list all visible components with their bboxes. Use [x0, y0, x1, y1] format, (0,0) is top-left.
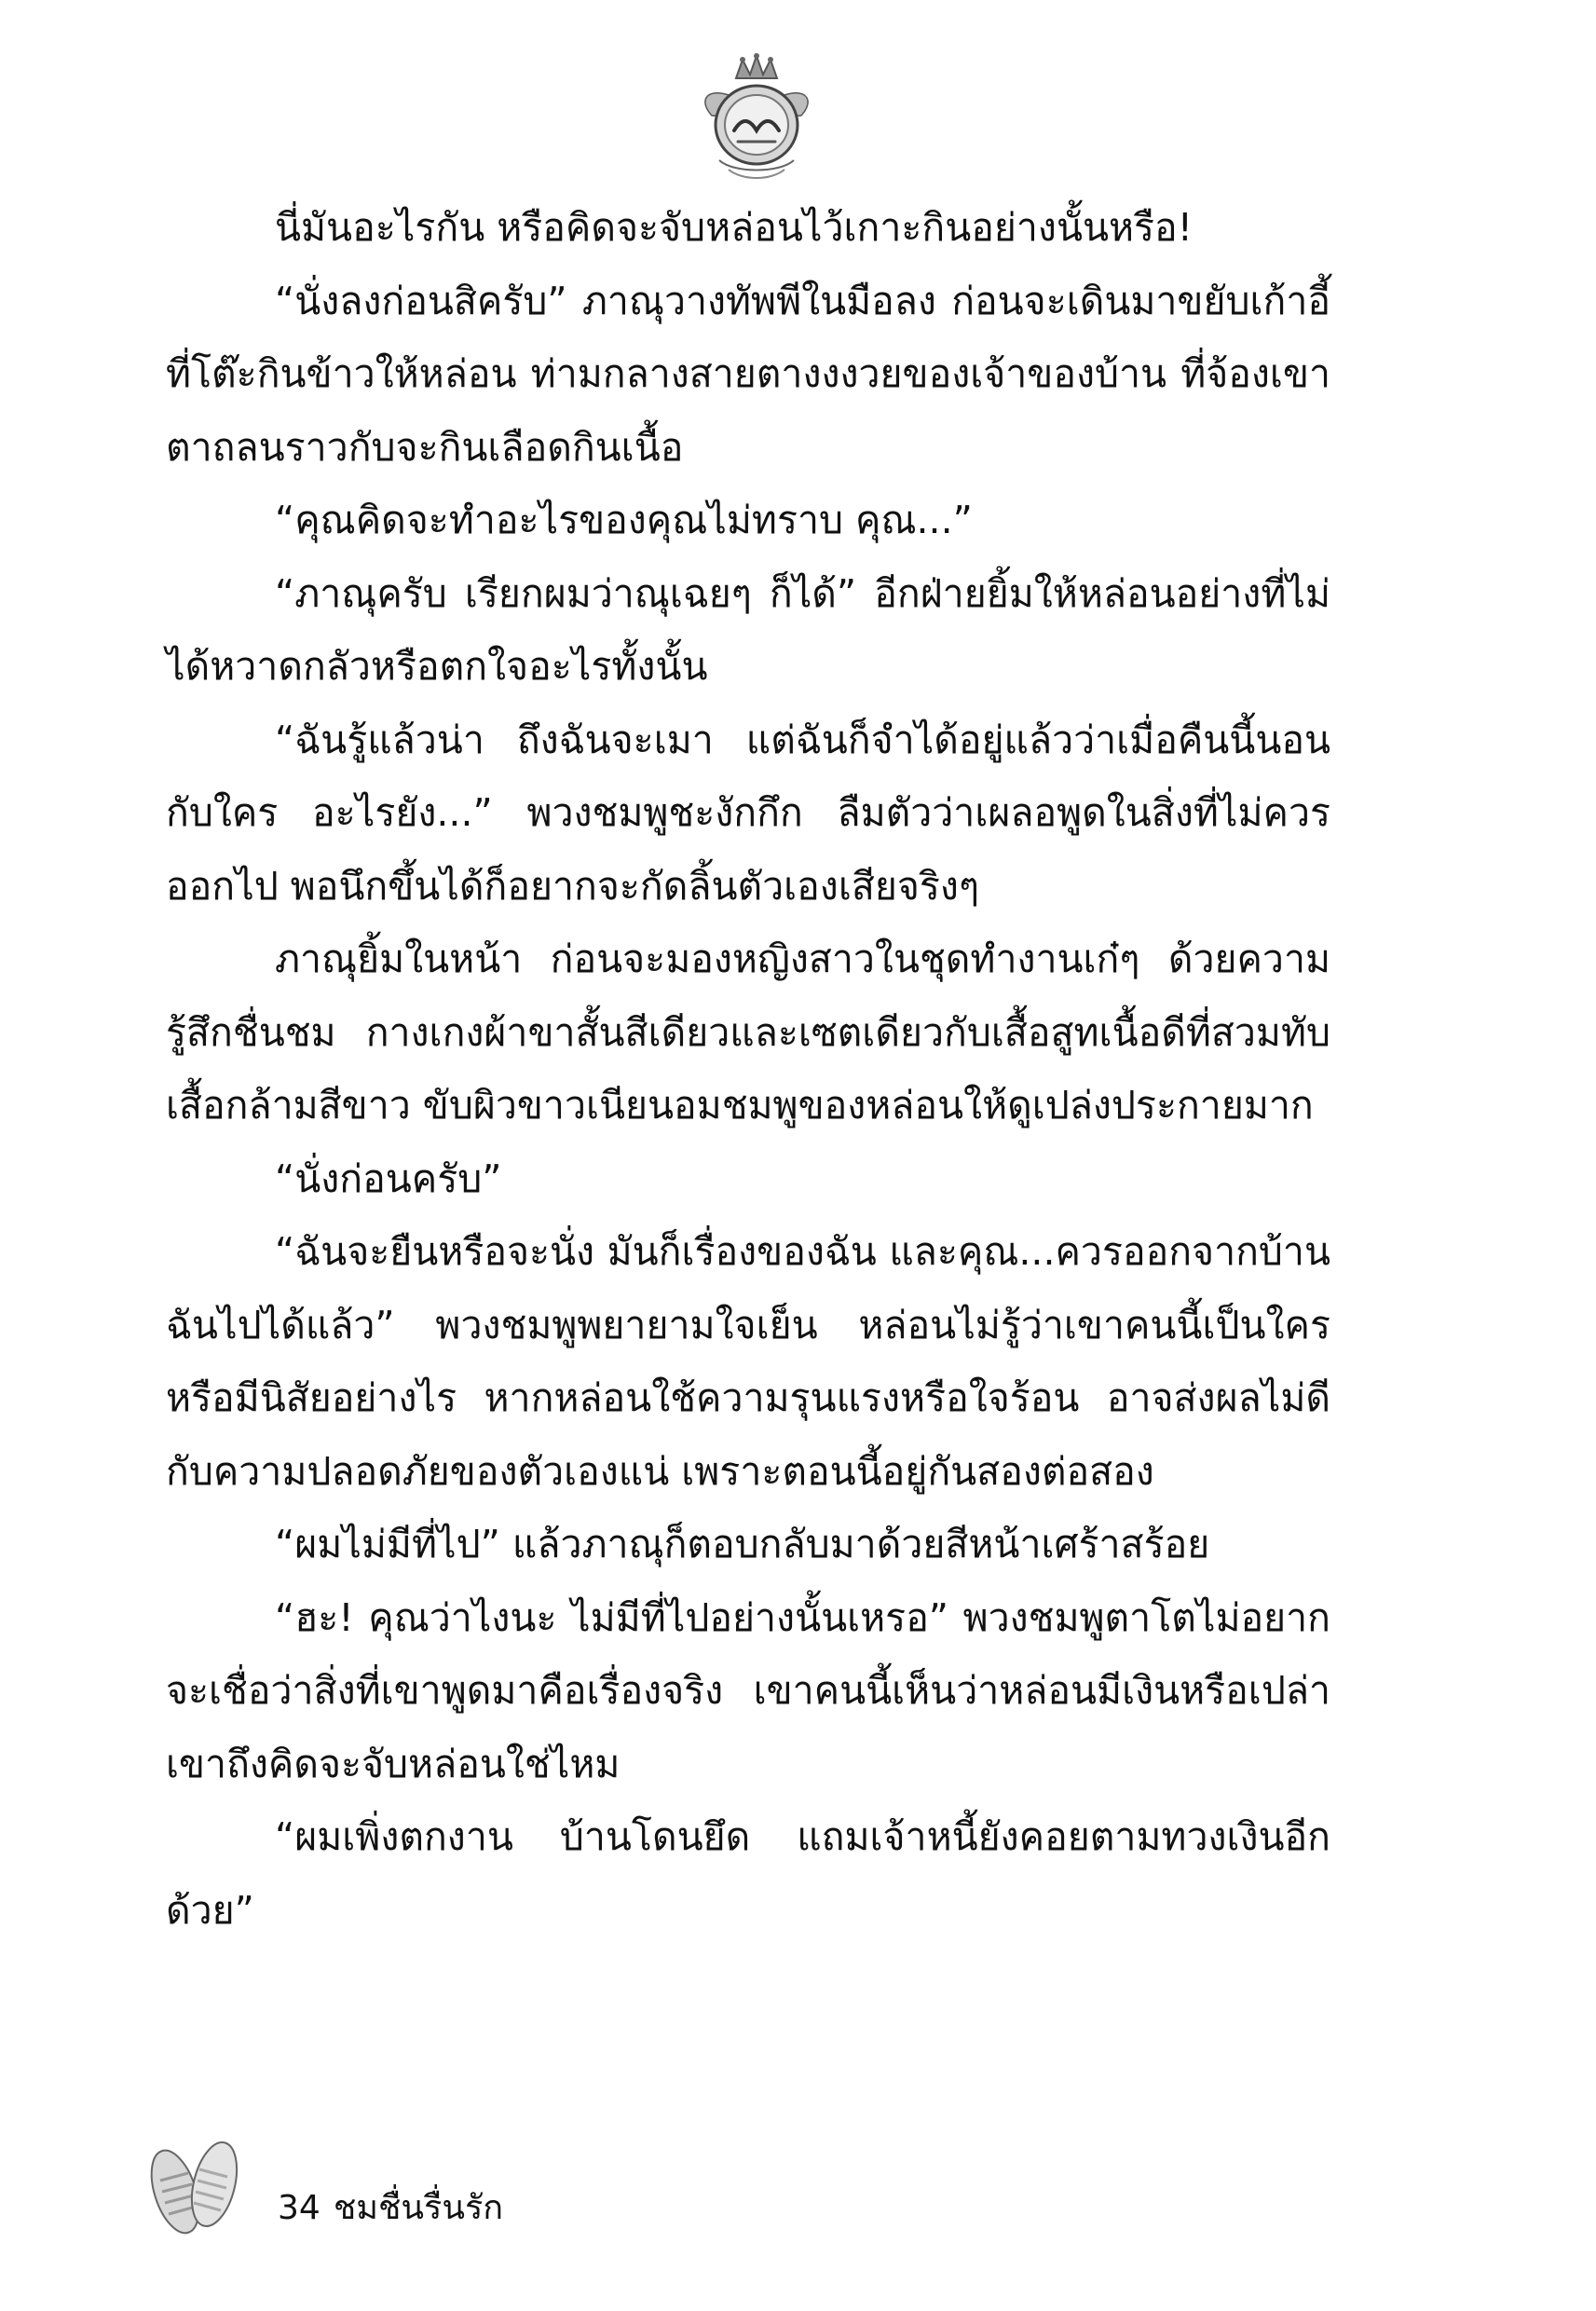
paragraph: นี่มันอะไรกัน หรือคิดจะจับหล่อนไว้เกาะกินอย่างนั้นหรือ! — [275, 205, 1194, 250]
paragraph: “ผมไม่มีที่ไป” แล้วภาณุก็ตอบกลับมาด้วยสีหน้าเศร้าสร้อย — [275, 1522, 1210, 1566]
ornamental-crest-icon — [691, 50, 822, 185]
page-footer — [140, 2125, 699, 2246]
book-title: ชมชื่นรื่นรัก — [333, 2189, 504, 2227]
chapter-body-text — [166, 191, 1330, 1947]
paragraph: “ฉันจะยืนหรือจะนั่ง มันก็เรื่องของฉัน และคุณ...ควรออกจากบ้านฉันไปได้แล้ว” พวงชมพูพยายามใจเย็น หล่อนไม่รู้ว่าเขาคนนี้เป็นใคร หรือมีนิสัยอย่างไร หากหล่อนใช้ความรุนแรงหรือใจร้อน อาจส่งผลไม่ดีกับความปลอดภัยของตัวเองแน่ เพราะตอนนี้อยู่กันสองต่อสอง — [166, 1229, 1330, 1494]
paragraph: “นั่งก่อนครับ” — [275, 1156, 502, 1201]
paragraph: “ภาณุครับ เรียกผมว่าณุเฉยๆ ก็ได้” อีกฝ่ายยิ้มให้หล่อนอย่างที่ไม่ได้หวาดกลัวหรือตกใจอะไรทั้งนั้น — [166, 570, 1330, 689]
paragraph: ภาณุยิ้มในหน้า ก่อนจะมองหญิงสาวในชุดทำงานเก๋ๆ ด้วยความรู้สึกชื่นชม กางเกงผ้าขาสั้นสีเดียวและเซตเดียวกับเสื้อสูทเนื้อดีที่สวมทับเสื้อกล้ามสีขาว ขับผิวขาวเนียนอมชมพูของหล่อนให้ดูเปล่งประกายมาก — [166, 937, 1330, 1128]
page-number: 34 — [278, 2189, 321, 2227]
footer-text — [278, 2181, 503, 2234]
paragraph: “ผมเพิ่งตกงาน บ้านโดนยึด แถมเจ้าหนี้ยังคอยตามทวงเงินอีกด้วย” — [166, 1814, 1330, 1933]
paragraph: “คุณคิดจะทำอะไรของคุณไม่ทราบ คุณ...” — [275, 498, 973, 542]
paragraph: “ฮะ! คุณว่าไงนะ ไม่มีที่ไปอย่างนั้นเหรอ” พวงชมพูตาโตไม่อยากจะเชื่อว่าสิ่งที่เขาพูดมาคือเรื่องจริง เขาคนนี้เห็นว่าหล่อนมีเงินหรือเปล่า เขาถึงคิดจะจับหล่อนใช่ไหม — [166, 1594, 1330, 1786]
paragraph: “นั่งลงก่อนสิครับ” ภาณุวางทัพพีในมือลง ก่อนจะเดินมาขยับเก้าอี้ที่โต๊ะกินข้าวให้หล่อน ท่ามกลางสายตางงงวยของเจ้าของบ้าน ที่จ้องเขาตาถลนราวกับจะกินเลือดกินเนื้อ — [166, 278, 1330, 470]
paragraph: “ฉันรู้แล้วน่า ถึงฉันจะเมา แต่ฉันก็จำได้อยู่แล้วว่าเมื่อคืนนี้นอนกับใคร อะไรยัง...” พวงชมพูชะงักกึก ลืมตัวว่าเผลอพูดในสิ่งที่ไม่ควรออกไป พอนึกขึ้นได้ก็อยากจะกัดลิ้นตัวเองเสียจริงๆ — [166, 717, 1330, 909]
slippers-icon — [140, 2125, 252, 2246]
